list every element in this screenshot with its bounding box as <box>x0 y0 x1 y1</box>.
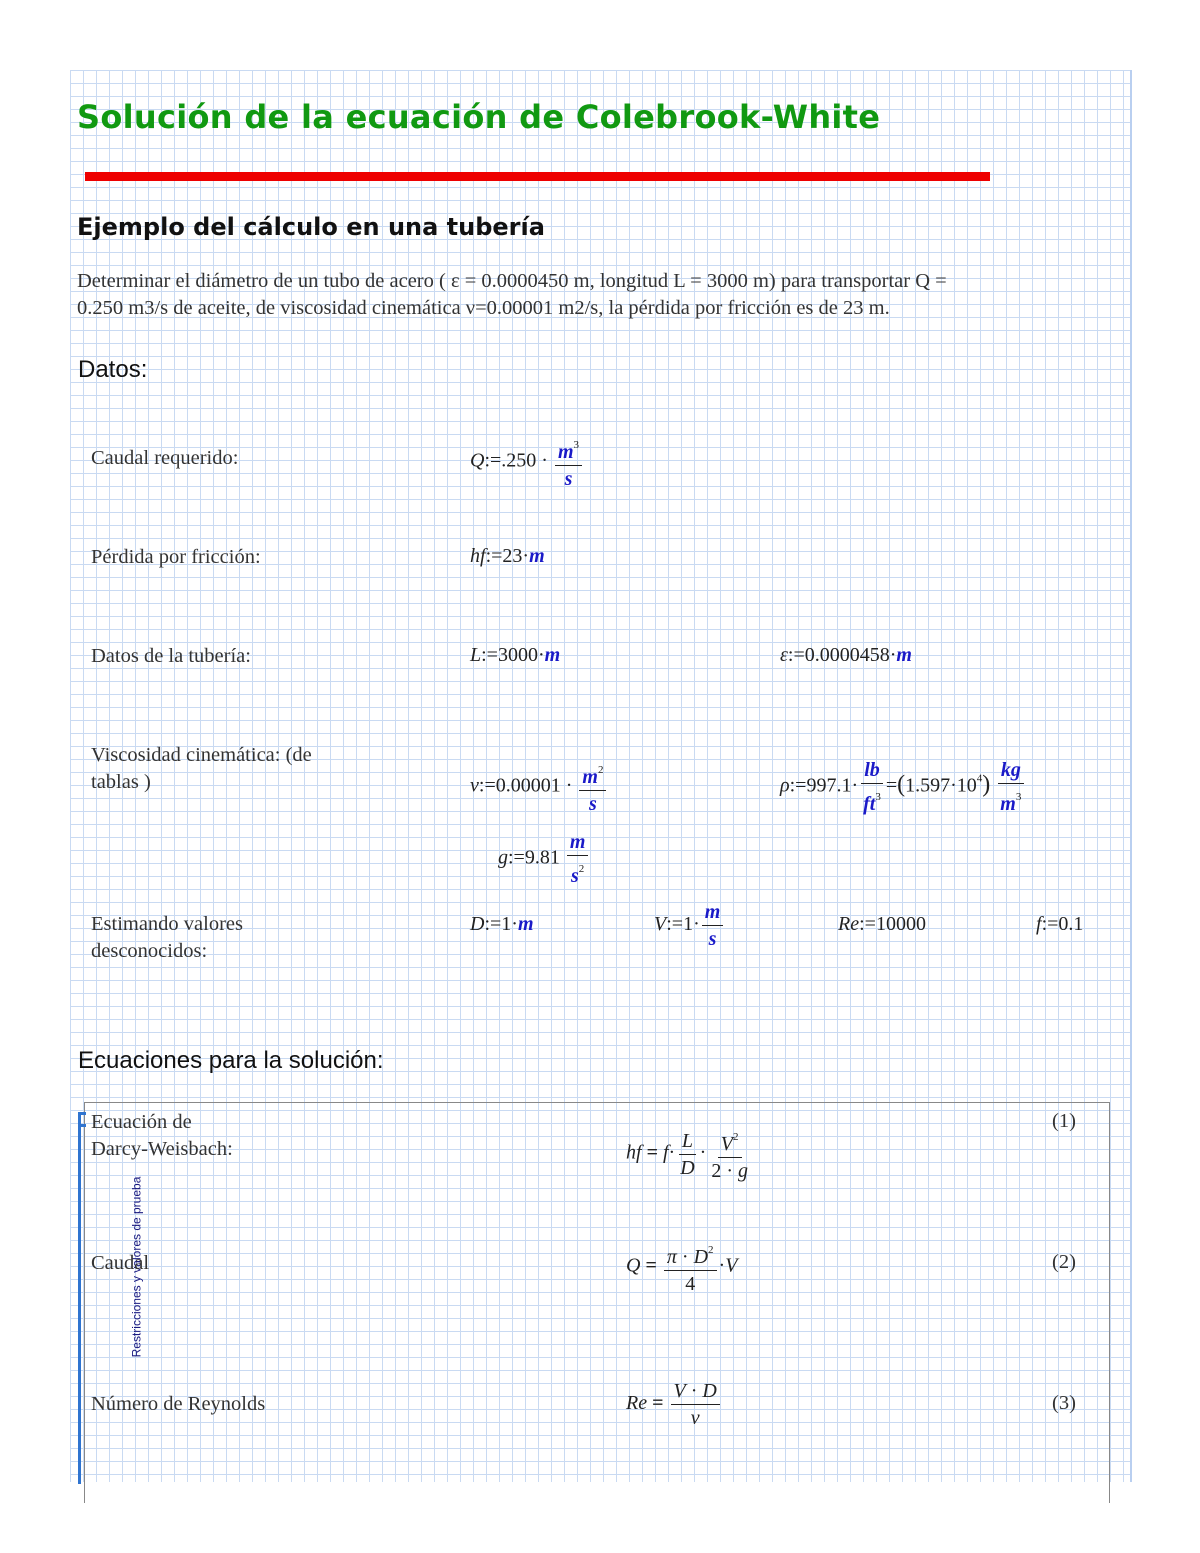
densidad-unit: $\frac{lb}{ft^3}$ <box>863 759 881 815</box>
densidad-result: 1.597 <box>905 774 951 797</box>
perdida-label: Pérdida por fricción: <box>91 546 261 568</box>
friccion-value: 0.1 <box>1058 913 1084 935</box>
solve-block-region[interactable] <box>84 1102 1110 1503</box>
perdida-unit: m <box>529 545 545 567</box>
diametro-definition[interactable]: D:=1·m <box>470 913 534 935</box>
diametro-value: 1 <box>501 913 512 935</box>
darcy-weisbach-equation[interactable]: hf = f· $\frac{L}{D}$ · $\frac{V^2}{2 \cdot g}$ <box>626 1124 753 1184</box>
assign-operator: := <box>666 913 684 936</box>
caudal-unit: $\frac{m^3}{s}$ <box>555 432 582 492</box>
estimando-label-line-1: Estimando valores <box>91 913 244 935</box>
section-subtitle: Ejemplo del cálculo en una tubería <box>77 213 545 241</box>
reynolds-equation[interactable]: Re = $\frac{V \cdot D}{\nu}$ <box>626 1378 722 1431</box>
title-underline <box>85 172 990 181</box>
assign-operator: := <box>484 913 502 935</box>
assign-operator: := <box>1041 913 1059 935</box>
rugosidad-unit: m <box>896 644 912 666</box>
densidad-variable: ρ <box>780 774 790 797</box>
longitud-variable: L <box>470 644 482 666</box>
darcy-label-line-2: Darcy-Weisbach: <box>91 1138 233 1160</box>
velocidad-definition[interactable]: V:=1· $\frac{m}{s}$ <box>654 899 725 952</box>
longitud-definition[interactable]: L:=3000·m <box>470 644 561 666</box>
estimando-label <box>91 911 243 965</box>
velocidad-unit: $\frac{m}{s}$ <box>702 899 724 952</box>
longitud-unit: m <box>544 644 561 666</box>
densidad-value: 997.1 <box>806 774 852 797</box>
gravedad-definition[interactable] <box>498 829 590 889</box>
reynolds-equation-label: Número de Reynolds <box>91 1393 266 1415</box>
equation-number-2: (2) <box>1052 1251 1076 1273</box>
problem-line-1: Determinar el diámetro de un tubo de acero ( ε = 0.0000450 m, longitud L = 3000 m) para transportar Q = <box>77 270 947 292</box>
caudal-definition[interactable]: Q:=.250 · $\frac{m^3}{s}$ <box>470 432 584 492</box>
caudal-label: Caudal requerido: <box>91 447 239 469</box>
assign-operator: := <box>859 913 876 935</box>
caudal-equation[interactable]: Q = $\frac{\pi \cdot D^2}{4}$ ·V <box>626 1237 737 1297</box>
viscosidad-variable: ν <box>470 774 479 797</box>
rugosidad-value: 0.0000458 <box>804 644 890 666</box>
perdida-value: 23 <box>502 545 523 567</box>
equation-number-3: (3) <box>1052 1392 1076 1414</box>
assign-operator: := <box>787 644 805 666</box>
region-side-label: Restricciones y valores de prueba <box>129 1176 144 1358</box>
datos-heading: Datos: <box>78 356 148 383</box>
page-title: Solución de la ecuación de Colebrook-White <box>77 98 881 136</box>
region-marker-top <box>78 1112 86 1115</box>
problem-line-2: 0.250 m3/s de aceite, de viscosidad cinemática ν=0.00001 m2/s, la pérdida por fricción es de 23 m. <box>77 297 890 319</box>
darcy-label <box>91 1109 233 1163</box>
reynolds-variable: Re <box>838 913 860 935</box>
region-marker-tick <box>78 1124 86 1127</box>
friccion-definition[interactable] <box>1036 913 1083 936</box>
rugosidad-variable: ε <box>780 644 788 666</box>
assign-operator: := <box>789 774 807 797</box>
assign-operator: := <box>478 774 496 797</box>
power-base: 10 <box>956 774 977 797</box>
velocidad-variable: V <box>654 913 667 936</box>
equals-sign: = <box>885 774 898 797</box>
assign-operator: := <box>481 644 498 666</box>
assign-operator: := <box>484 449 502 472</box>
darcy-label-line-1: Ecuación de <box>91 1111 192 1133</box>
gravedad-value: 9.81 <box>524 846 560 869</box>
problem-statement <box>77 268 1137 322</box>
viscosidad-unit: $\frac{m^2}{s}$ <box>579 757 606 817</box>
viscosidad-label <box>91 742 312 796</box>
caudal-value: .250 <box>501 449 537 472</box>
viscosidad-definition[interactable]: ν:=0.00001 · $\frac{m^2}{s}$ <box>470 757 608 817</box>
assign-operator: := <box>485 545 503 567</box>
perdida-definition[interactable]: hf:=23·m <box>470 545 545 567</box>
viscosidad-label-line-2: tablas ) <box>91 771 151 793</box>
tuberia-label: Datos de la tubería: <box>91 645 251 667</box>
assign-operator: := <box>508 846 525 869</box>
friccion-variable: f <box>1036 913 1042 935</box>
reynolds-value: 10000 <box>875 913 926 935</box>
caudal-variable: Q <box>470 449 485 472</box>
gravedad-variable: g <box>498 846 508 869</box>
viscosidad-label-line-1: Viscosidad cinemática: (de <box>91 744 312 766</box>
gravedad-unit: $\frac{m}{s^2}$ <box>567 829 589 889</box>
rugosidad-definition[interactable]: ε:=0.0000458·m <box>780 644 912 666</box>
diametro-unit: m <box>517 913 534 935</box>
perdida-variable: hf <box>470 545 486 567</box>
velocidad-value: 1 <box>683 913 694 936</box>
caudal-equation-label: Caudal <box>91 1252 150 1274</box>
equation-number-1: (1) <box>1052 1110 1076 1132</box>
viscosidad-value: 0.00001 <box>495 774 561 797</box>
longitud-value: 3000 <box>497 644 538 666</box>
densidad-result-unit: $\frac{kg}{m^3}$ <box>997 757 1024 817</box>
diametro-variable: D <box>470 913 485 935</box>
region-marker[interactable] <box>78 1112 81 1484</box>
reynolds-definition[interactable] <box>838 913 926 936</box>
densidad-definition[interactable]: ρ:=997.1· $\frac{lb}{ft^3}$ $=(1.597\cdot 10^4)$ $\frac{kg}{m^3}$ <box>780 757 1026 817</box>
estimando-label-line-2: desconocidos: <box>91 940 208 962</box>
ecuaciones-heading: Ecuaciones para la solución: <box>78 1047 384 1074</box>
